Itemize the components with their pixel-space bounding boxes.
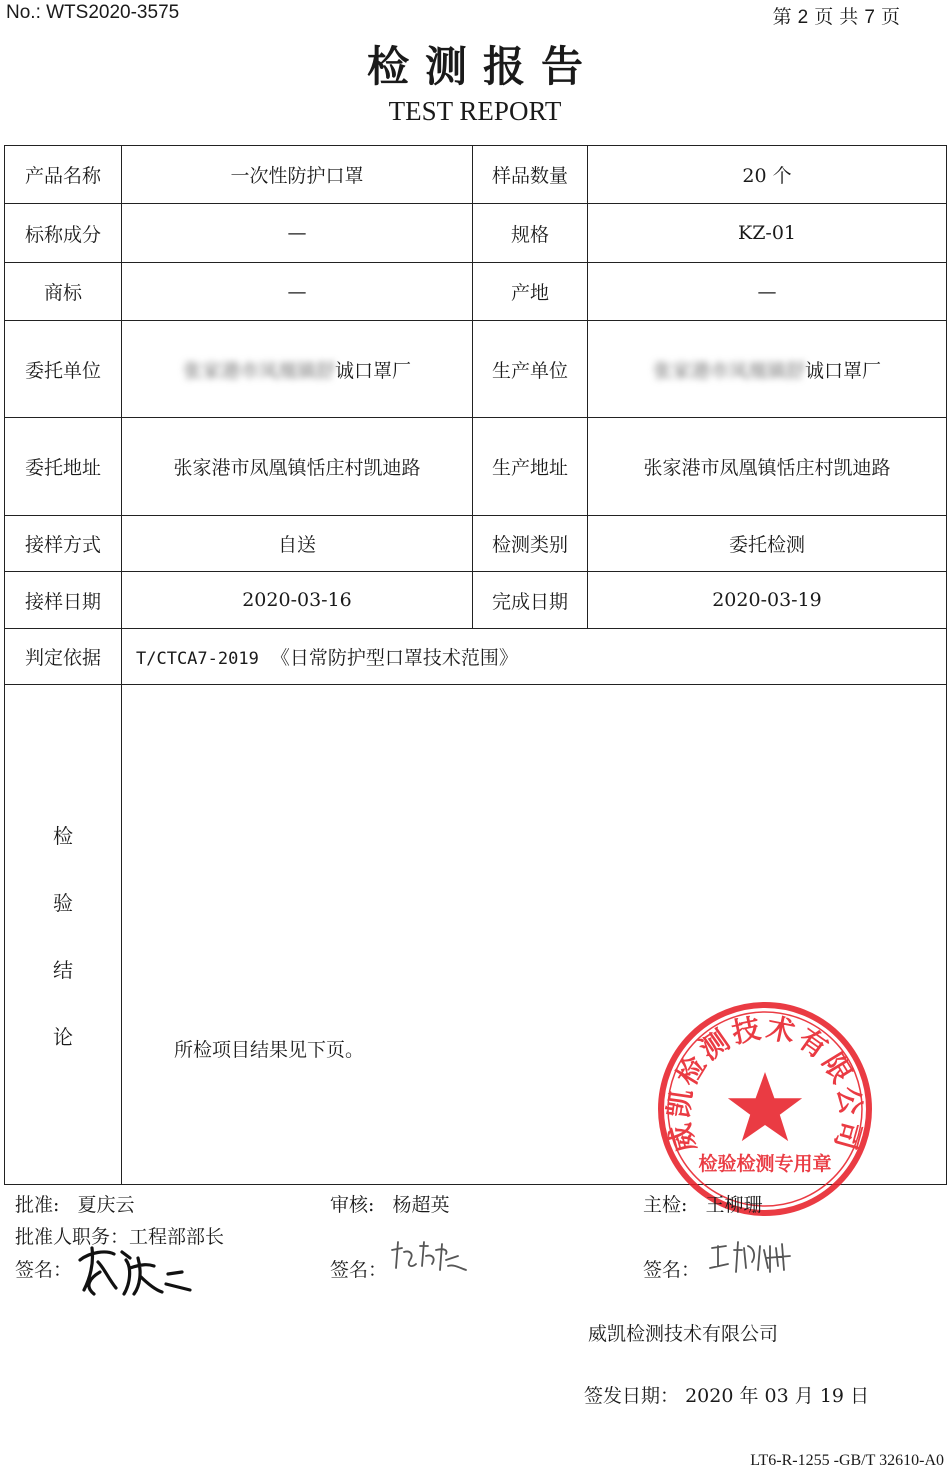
approver-sign-label: 签名： [15,1259,73,1281]
page-total: 7 [864,7,875,28]
reviewer-line [330,1190,450,1217]
company-name: 威凯检测技术有限公司 [588,1322,779,1345]
manufacturer-address-value: 张家港市凤凰镇恬庄村凯迪路 [588,418,947,516]
manufacturer-blurred: 张家港市凤凰镇舒 [652,359,805,382]
trademark-label: 商标 [5,263,122,321]
table-row [5,418,947,516]
page-indicator [773,2,900,29]
test-category-label: 检测类别 [473,516,588,572]
inspector-sign-label: 签名： [643,1259,701,1281]
page-suffix: 页 [880,6,900,28]
table-row [5,572,947,629]
client-address-value: 张家港市凤凰镇恬庄村凯迪路 [122,418,473,516]
table-row [5,204,947,263]
issue-month: 03 [764,1384,789,1407]
basis-value [122,629,947,685]
table-row [5,321,947,418]
issue-month-unit: 月 [794,1384,814,1407]
manufacturer-visible: 诚口罩厂 [805,359,882,382]
client-value [122,321,473,418]
page-prefix: 第 [772,6,792,28]
approver-signature [70,1238,200,1300]
client-label: 委托单位 [5,321,122,418]
table-row [5,263,947,321]
basis-code: T/CTCA7-2019 [136,649,259,669]
test-category-value: 委托检测 [588,516,947,572]
approver-title-label: 批准人职务： [15,1226,130,1248]
page-current: 2 [797,7,809,28]
approver-title: 工程部部长 [129,1226,225,1248]
conclusion-label-char: 结 [53,957,73,982]
client-visible: 诚口罩厂 [335,359,412,382]
basis-label: 判定依据 [5,629,122,685]
sample-qty-label: 样品数量 [473,146,588,204]
spec-label: 规格 [473,204,588,263]
table-row [5,629,947,685]
inspector-name: 王柳珊 [705,1194,763,1216]
inspector-label: 主检: [643,1194,688,1216]
issue-year-unit: 年 [739,1384,759,1407]
seal-star-icon [728,1072,802,1141]
seal-ring-text: 威凯检测技术有限公司 [661,1011,869,1157]
reviewer-signature [386,1238,476,1278]
issue-day: 19 [819,1384,845,1407]
sampling-method-label: 接样方式 [5,516,122,572]
report-title-cn: 检测报告 [366,42,599,91]
sampling-method-value: 自送 [122,516,473,572]
trademark-value: — [122,263,473,321]
client-address-label: 委托地址 [5,418,122,516]
composition-value: — [122,204,473,263]
approver-label: 批准: [15,1194,60,1216]
official-seal [656,1000,874,1218]
client-blurred: 张家港市凤凰镇舒 [182,359,335,382]
issue-day-unit: 日 [850,1384,870,1407]
product-name-label: 产品名称 [5,146,122,204]
complete-date-label: 完成日期 [473,572,588,629]
issue-date-label: 签发日期： [584,1384,680,1407]
issue-year: 2020 [685,1384,734,1407]
reviewer-label: 审核: [330,1194,375,1216]
receive-date-value: 2020-03-16 [122,572,473,629]
form-code: LT6-R-1255 -GB/T 32610-A0 [750,1452,944,1469]
conclusion-label-cell [5,685,122,1185]
origin-value: — [588,263,947,321]
conclusion-label-char: 验 [53,890,73,915]
conclusion-label-char: 检 [53,823,73,848]
manufacturer-value [588,321,947,418]
composition-label: 标称成分 [5,204,122,263]
manufacturer-address-label: 生产地址 [473,418,588,516]
report-title-en: TEST REPORT [388,96,562,126]
approver-name: 夏庆云 [77,1194,135,1216]
conclusion-label [5,820,121,1050]
issue-date [584,1381,869,1408]
report-number: No.: WTS2020-3575 [6,2,180,23]
approver-line [15,1190,135,1217]
conclusion-text: 所检项目结果见下页。 [174,1038,365,1061]
sample-qty-value: 20 个 [588,146,947,204]
seal-bottom-text: 检验检测专用章 [698,1153,832,1175]
spec-value: KZ-01 [588,204,947,263]
product-name-value: 一次性防护口罩 [122,146,473,204]
receive-date-label: 接样日期 [5,572,122,629]
inspector-signature [706,1238,796,1278]
basis-name: 《日常防护型口罩技术范围》 [270,647,518,669]
inspector-line [643,1190,763,1217]
complete-date-value: 2020-03-19 [588,572,947,629]
conclusion-label-char: 论 [53,1024,73,1049]
origin-label: 产地 [473,263,588,321]
reviewer-name: 杨超英 [392,1194,450,1216]
manufacturer-label: 生产单位 [473,321,588,418]
table-row [5,146,947,204]
page-mid: 页 共 [814,6,859,28]
reviewer-sign-label: 签名： [330,1259,388,1281]
table-row [5,516,947,572]
